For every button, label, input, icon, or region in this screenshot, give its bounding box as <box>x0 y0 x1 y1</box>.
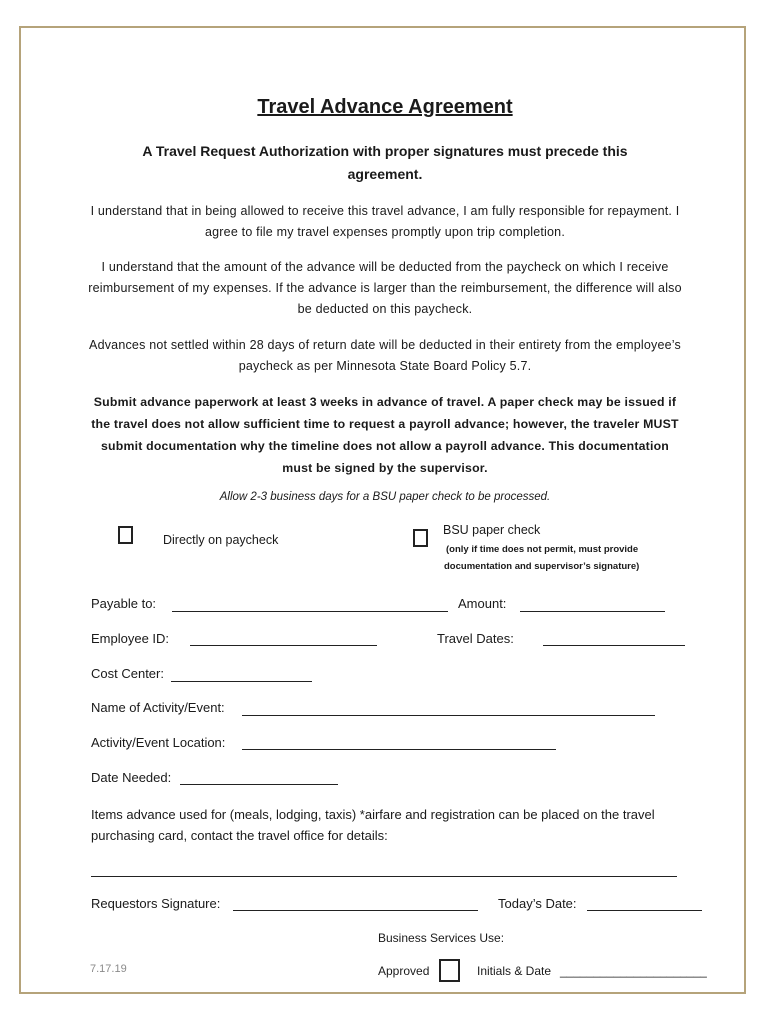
paycheck-checkbox[interactable] <box>118 526 133 544</box>
requestor-signature-label: Requestors Signature: <box>91 896 221 911</box>
activity-name-input[interactable] <box>242 715 655 716</box>
approved-label: Approved <box>378 964 430 978</box>
initials-date-input[interactable]: ______________________ <box>560 964 707 978</box>
cost-center-input[interactable] <box>171 681 312 682</box>
processing-note: Allow 2-3 business days for a BSU paper check to be processed. <box>219 491 551 503</box>
activity-name-label: Name of Activity/Event: <box>91 700 225 715</box>
initials-date-label: Initials & Date <box>477 964 552 978</box>
payable-to-label: Payable to: <box>91 596 157 611</box>
items-advance-input[interactable] <box>91 876 677 877</box>
paper-check-checkbox[interactable] <box>413 529 428 547</box>
approved-checkbox[interactable] <box>439 959 460 982</box>
activity-location-label: Activity/Event Location: <box>91 735 226 750</box>
amount-label: Amount: <box>458 596 507 611</box>
form-title: Travel Advance Agreement <box>257 96 513 118</box>
paycheck-label: Directly on paycheck <box>163 533 279 547</box>
cost-center-label: Cost Center: <box>91 666 164 681</box>
todays-date-input[interactable] <box>587 910 702 911</box>
business-services-label: Business Services Use: <box>378 931 505 945</box>
paragraph-deduction: I understand that the amount of the advance will be deducted from the paycheck on which I receive reimbursement of my expenses. If the advance is larger than the reimbursement, the difference will also be deducted on this paycheck. <box>88 260 682 316</box>
payable-to-input[interactable] <box>172 611 448 612</box>
date-needed-label: Date Needed: <box>91 770 172 785</box>
todays-date-label: Today’s Date: <box>498 896 577 911</box>
date-needed-input[interactable] <box>180 784 338 785</box>
paper-check-note-2: documentation and supervisor’s signature) <box>444 561 640 572</box>
amount-input[interactable] <box>520 611 665 612</box>
travel-dates-label: Travel Dates: <box>437 631 514 646</box>
travel-dates-input[interactable] <box>543 645 685 646</box>
paper-check-note-1: (only if time does not permit, must provide <box>446 544 639 555</box>
activity-location-input[interactable] <box>242 749 556 750</box>
paper-check-label: BSU paper check <box>443 523 541 537</box>
employee-id-label: Employee ID: <box>91 631 170 646</box>
employee-id-input[interactable] <box>190 645 377 646</box>
version-label: 7.17.19 <box>90 963 127 975</box>
requestor-signature-input[interactable] <box>233 910 478 911</box>
form-subtitle: A Travel Request Authorization with proper signatures must precede this agreement. <box>142 143 628 182</box>
paragraph-repayment: I understand that in being allowed to receive this travel advance, I am fully responsible for repayment. I agree to file my travel expenses promptly upon trip completion. <box>90 204 680 239</box>
paragraph-submission: Submit advance paperwork at least 3 weeks in advance of travel. A paper check may be issued if the travel does not allow sufficient time to request a payroll advance; however, the traveler MUST submit documentation why the timeline does not allow a payroll advance. This documentation must be signed by the supervisor. <box>91 395 679 475</box>
paragraph-settlement: Advances not settled within 28 days of return date will be deducted in their entirety from the employee’s paycheck as per Minnesota State Board Policy 5.7. <box>89 338 681 373</box>
items-advance-label: Items advance used for (meals, lodging, taxis) *airfare and registration can be placed on the travel purchasing card, contact the travel office for details: <box>91 807 655 843</box>
